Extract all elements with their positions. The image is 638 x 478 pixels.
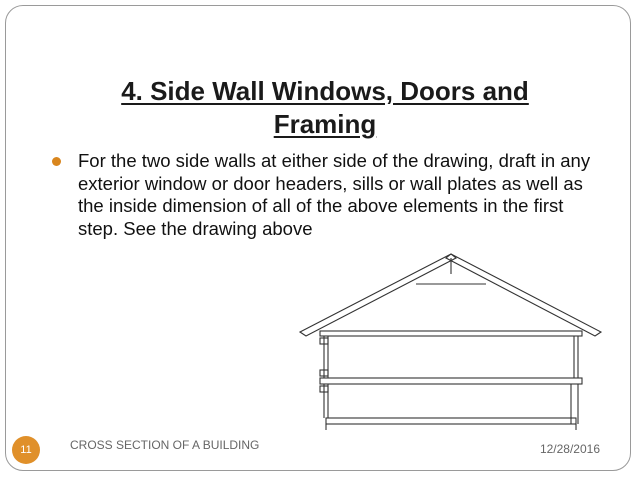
footer-caption: CROSS SECTION OF A BUILDING (70, 438, 260, 452)
bullet-text: For the two side walls at either side of the drawing, draft in any exterior window or door headers, sills or wall plates as well as the inside dimension of all of the above elements in the first step. See the drawing above (78, 150, 591, 239)
bullet-dot-icon (52, 157, 61, 166)
right-rafter (446, 254, 601, 336)
lower-floor (326, 418, 576, 424)
left-rafter (300, 254, 456, 336)
footer-date: 12/28/2016 (539, 442, 600, 456)
slide-title-line-2: Framing (273, 109, 377, 139)
building-cross-section-drawing (298, 252, 603, 432)
slide-number-badge: 11 (12, 436, 40, 464)
upper-floor (320, 378, 582, 384)
slide-title-line-1: 4. Side Wall Windows, Doors and (121, 76, 529, 106)
ceiling-joist (320, 331, 582, 336)
slide-title (40, 75, 610, 141)
